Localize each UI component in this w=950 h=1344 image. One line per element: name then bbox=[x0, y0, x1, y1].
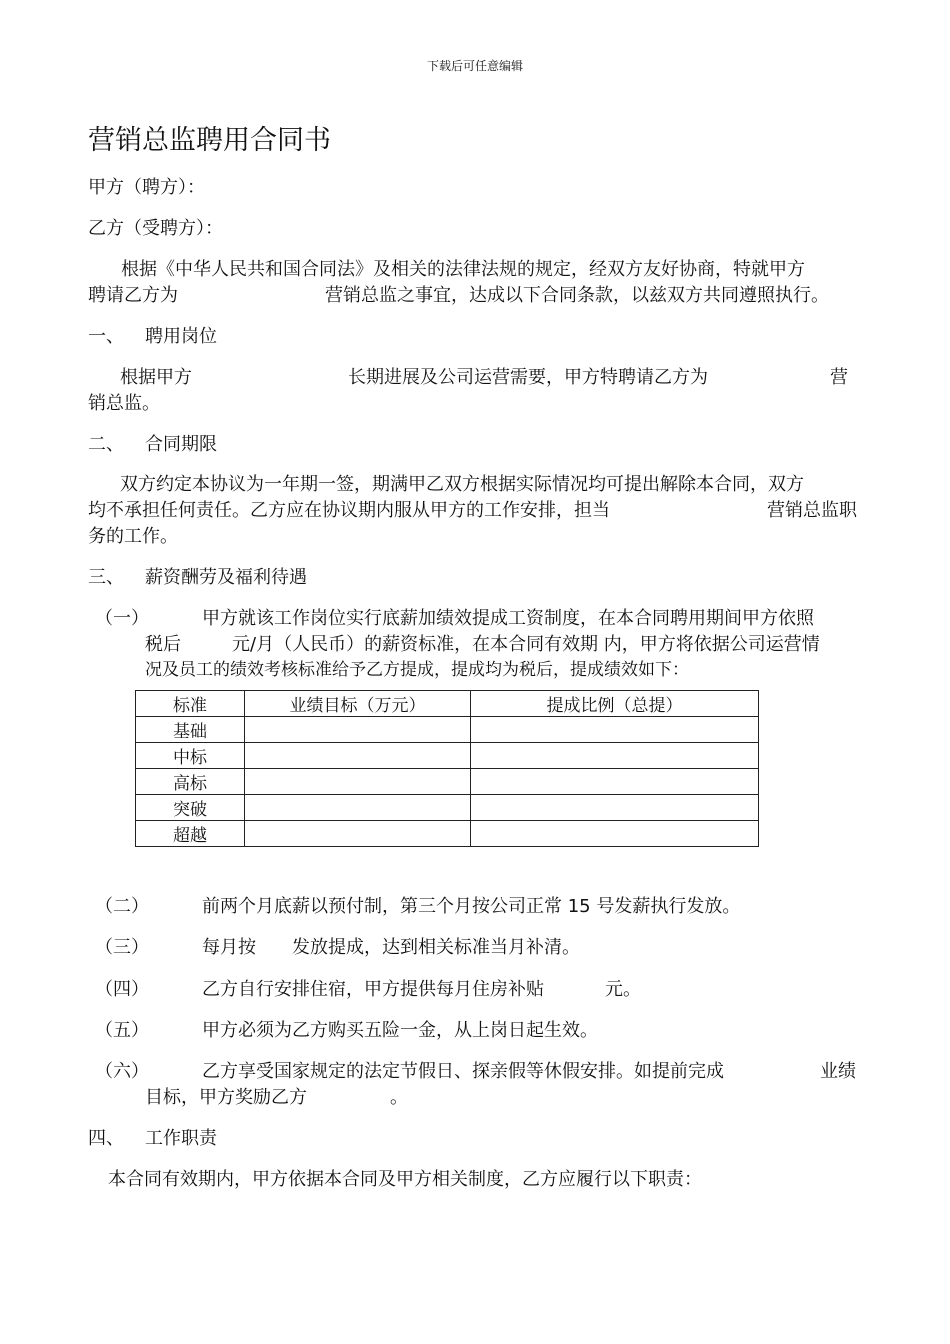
table-cell-ratio bbox=[471, 717, 759, 743]
clause-6-number: （六） bbox=[95, 1061, 149, 1082]
table-cell-standard: 突破 bbox=[136, 795, 245, 821]
table-cell-standard: 超越 bbox=[136, 821, 245, 847]
section-1-line-1b: 长期进展及公司运营需要，甲方特聘请乙方为 bbox=[348, 367, 708, 388]
clause-1-line-3: 况及员工的绩效考核标准给予乙方提成，提成均为税后，提成绩效如下： bbox=[145, 660, 689, 680]
section-2-line-3: 务的工作。 bbox=[88, 526, 178, 547]
table-cell-target bbox=[245, 717, 471, 743]
section-1-line-2: 销总监。 bbox=[88, 393, 160, 414]
clause-3-text-b: 发放提成，达到相关标准当月补清。 bbox=[292, 937, 580, 958]
table-cell-ratio bbox=[471, 769, 759, 795]
table-cell-ratio bbox=[471, 821, 759, 847]
table-header-row bbox=[136, 691, 759, 717]
party-b-label: 乙方（受聘方）： bbox=[88, 218, 223, 239]
section-2-line-2a: 均不承担任何责任。乙方应在协议期内服从甲方的工作安排，担当 bbox=[88, 500, 610, 521]
table-cell-ratio bbox=[471, 743, 759, 769]
section-1-line-1a: 根据甲方 bbox=[120, 367, 192, 388]
section-2-line-1: 双方约定本协议为一年期一签，期满甲乙双方根据实际情况均可提出解除本合同，双方 bbox=[120, 474, 804, 495]
clause-3-text-a: 每月按 bbox=[202, 937, 256, 958]
section-3-number: 三、 bbox=[88, 567, 124, 588]
clause-6-text-c: 目标，甲方奖励乙方 bbox=[145, 1087, 307, 1108]
clause-1-line-1: 甲方就该工作岗位实行底薪加绩效提成工资制度，在本合同聘用期间甲方依照 bbox=[202, 608, 814, 629]
clause-6-text-d: 。 bbox=[390, 1087, 408, 1108]
section-1-title: 聘用岗位 bbox=[145, 326, 217, 347]
intro-line-1: 根据《中华人民共和国合同法》及相关的法律法规的规定，经双方友好协商，特就甲方 bbox=[121, 259, 805, 280]
clause-6-text-b: 业绩 bbox=[820, 1061, 856, 1082]
table-cell-standard: 中标 bbox=[136, 743, 245, 769]
table-cell-target bbox=[245, 795, 471, 821]
table-cell-standard: 高标 bbox=[136, 769, 245, 795]
section-1-line-1c: 营 bbox=[830, 367, 848, 388]
section-3-title: 薪资酬劳及福利待遇 bbox=[145, 567, 307, 588]
table-row bbox=[136, 743, 759, 769]
column-header-ratio: 提成比例（总提） bbox=[471, 691, 759, 717]
intro-line-2a: 聘请乙方为 bbox=[88, 285, 178, 306]
clause-3-number: （三） bbox=[95, 937, 149, 958]
clause-2-text: 前两个月底薪以预付制，第三个月按公司正常 15 号发薪执行发放。 bbox=[202, 896, 741, 917]
table-row bbox=[136, 717, 759, 743]
clause-4-text-a: 乙方自行安排住宿，甲方提供每月住房补贴 bbox=[202, 979, 544, 1000]
table-row bbox=[136, 821, 759, 847]
clause-1-line-2b: 元/月（人民币）的薪资标准，在本合同有效期 内，甲方将依据公司运营情 bbox=[232, 634, 820, 655]
section-2-title: 合同期限 bbox=[145, 434, 217, 455]
section-2-line-2b: 营销总监职 bbox=[767, 500, 857, 521]
clause-4-text-b: 元。 bbox=[605, 979, 641, 1000]
column-header-target: 业绩目标（万元） bbox=[245, 691, 471, 717]
clause-1-line-2a: 税后 bbox=[145, 634, 181, 655]
clause-5-text: 甲方必须为乙方购买五险一金，从上岗日起生效。 bbox=[202, 1020, 598, 1041]
table-cell-target bbox=[245, 821, 471, 847]
document-title: 营销总监聘用合同书 bbox=[88, 125, 331, 156]
section-4-number: 四、 bbox=[88, 1128, 124, 1149]
clause-4-number: （四） bbox=[95, 979, 149, 1000]
intro-line-2b: 营销总监之事宜，达成以下合同条款，以兹双方共同遵照执行。 bbox=[325, 285, 829, 306]
clause-5-number: （五） bbox=[95, 1020, 149, 1041]
table-cell-target bbox=[245, 743, 471, 769]
section-1-number: 一、 bbox=[88, 326, 124, 347]
clause-1-number: （一） bbox=[95, 608, 149, 629]
party-a-label: 甲方（聘方）： bbox=[88, 177, 205, 198]
section-4-title: 工作职责 bbox=[145, 1128, 217, 1149]
clause-2-number: （二） bbox=[95, 896, 149, 917]
commission-table bbox=[135, 690, 759, 847]
clause-6-text-a: 乙方享受国家规定的法定节假日、探亲假等休假安排。如提前完成 bbox=[202, 1061, 724, 1082]
section-2-number: 二、 bbox=[88, 434, 124, 455]
table-row bbox=[136, 795, 759, 821]
table-row bbox=[136, 769, 759, 795]
table-cell-target bbox=[245, 769, 471, 795]
header-note: 下载后可任意编辑 bbox=[426, 59, 523, 73]
table-cell-standard: 基础 bbox=[136, 717, 245, 743]
column-header-standard: 标准 bbox=[136, 691, 245, 717]
table-cell-ratio bbox=[471, 795, 759, 821]
section-4-line-1: 本合同有效期内，甲方依据本合同及甲方相关制度，乙方应履行以下职责： bbox=[108, 1169, 702, 1190]
